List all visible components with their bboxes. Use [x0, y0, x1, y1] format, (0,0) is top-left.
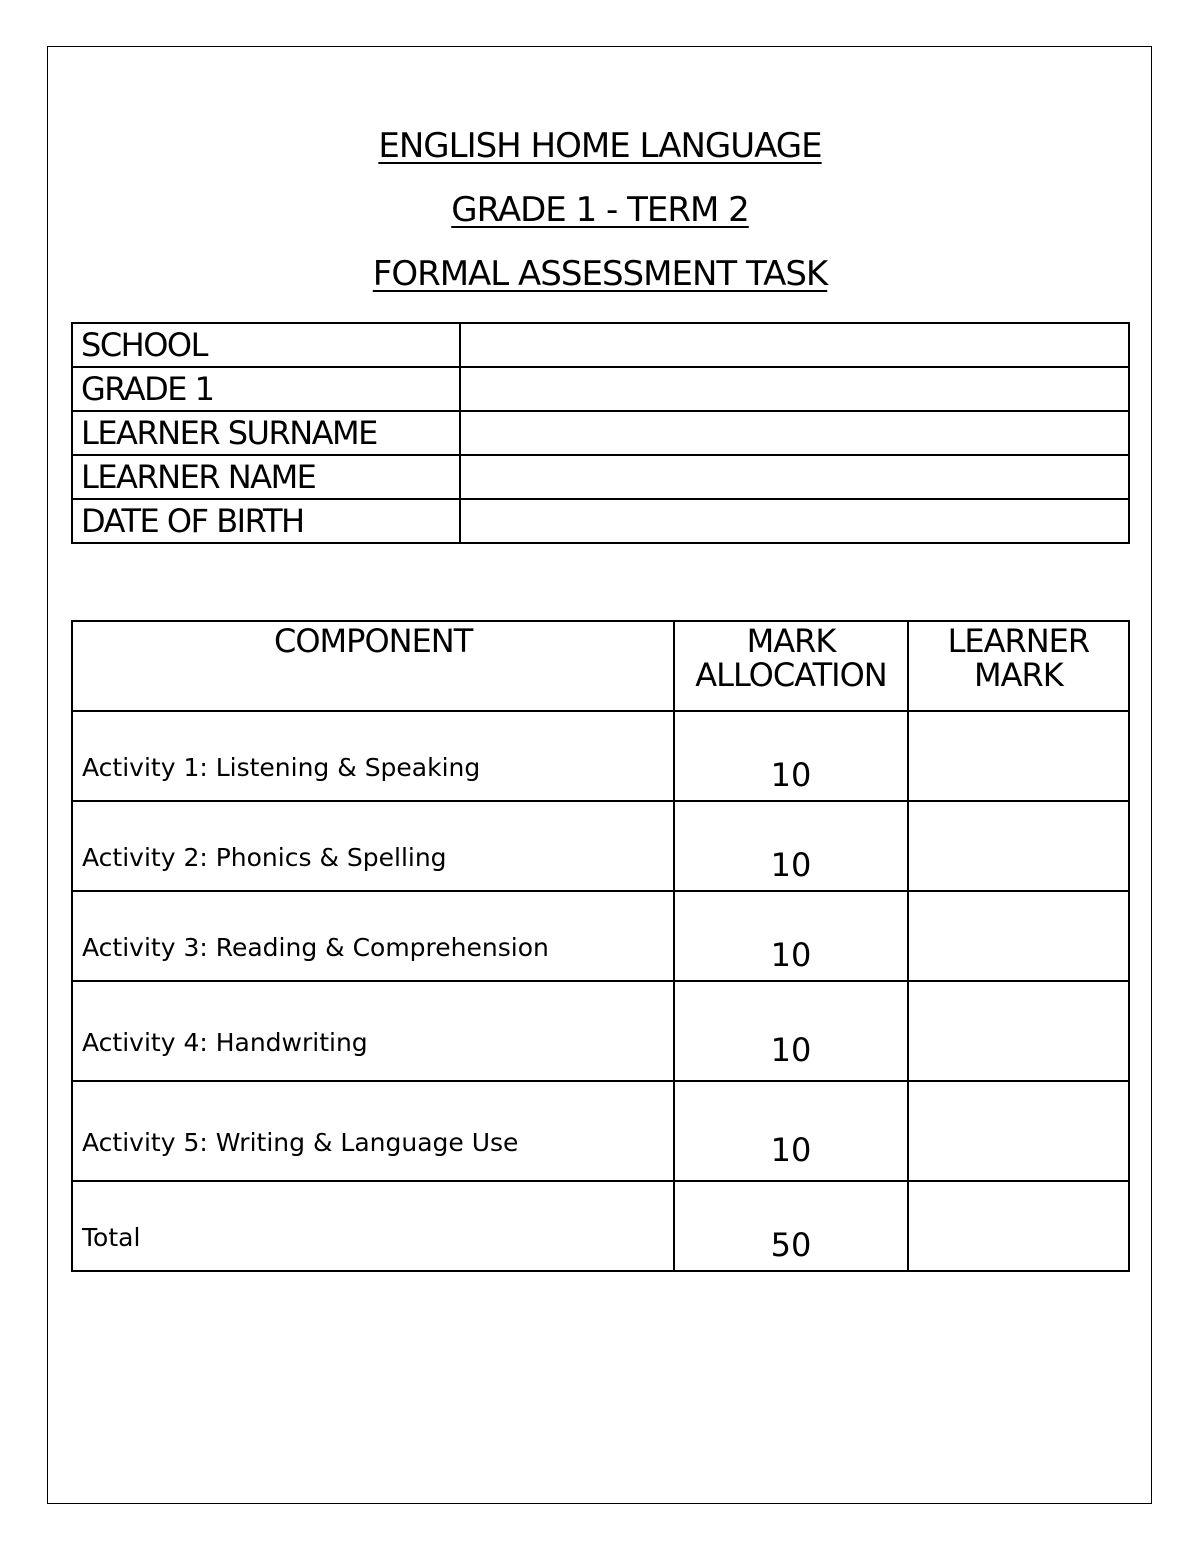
info-row-surname	[72, 411, 1129, 455]
table-row	[72, 891, 1129, 981]
component-cell-total: Total	[72, 1181, 674, 1271]
component-cell: Activity 3: Reading & Comprehension	[72, 891, 674, 981]
info-label-school: SCHOOL	[72, 323, 460, 367]
header-mark-allocation	[674, 621, 907, 711]
header-learner-mark	[908, 621, 1129, 711]
title-task-text: FORMAL ASSESSMENT TASK	[372, 254, 828, 294]
info-row-name	[72, 455, 1129, 499]
header-mark-allocation-text	[675, 622, 906, 692]
info-label-dob: DATE OF BIRTH	[72, 499, 460, 543]
mark-allocation-cell: 10	[674, 891, 907, 981]
learner-mark-cell[interactable]	[908, 801, 1129, 891]
learner-mark-cell[interactable]	[908, 981, 1129, 1081]
header-component	[72, 621, 674, 711]
mark-allocation-cell: 10	[674, 801, 907, 891]
component-cell: Activity 2: Phonics & Spelling	[72, 801, 674, 891]
info-row-school	[72, 323, 1129, 367]
title-grade-term	[0, 190, 1200, 230]
table-row	[72, 711, 1129, 801]
info-value-dob[interactable]	[460, 499, 1129, 543]
marks-table	[71, 620, 1130, 1272]
header-mark-allocation-line1: MARK	[746, 622, 836, 660]
title-task	[0, 254, 1200, 294]
table-row-total	[72, 1181, 1129, 1271]
info-label-name: LEARNER NAME	[72, 455, 460, 499]
learner-mark-cell-total[interactable]	[908, 1181, 1129, 1271]
header-learner-mark-text	[909, 622, 1128, 692]
table-row	[72, 1081, 1129, 1181]
learner-mark-cell[interactable]	[908, 891, 1129, 981]
title-subject-text: ENGLISH HOME LANGUAGE	[378, 126, 822, 166]
component-cell: Activity 5: Writing & Language Use	[72, 1081, 674, 1181]
mark-allocation-cell-total: 50	[674, 1181, 907, 1271]
title-subject	[0, 126, 1200, 166]
header-learner-mark-line1: LEARNER	[947, 622, 1090, 660]
info-label-grade: GRADE 1	[72, 367, 460, 411]
mark-allocation-cell: 10	[674, 711, 907, 801]
info-row-dob	[72, 499, 1129, 543]
info-value-name[interactable]	[460, 455, 1129, 499]
mark-allocation-cell: 10	[674, 981, 907, 1081]
info-label-surname: LEARNER SURNAME	[72, 411, 460, 455]
info-value-surname[interactable]	[460, 411, 1129, 455]
header-learner-mark-line2: MARK	[973, 656, 1063, 694]
learner-info-table	[71, 322, 1130, 544]
table-row	[72, 981, 1129, 1081]
info-value-school[interactable]	[460, 323, 1129, 367]
info-row-grade	[72, 367, 1129, 411]
title-grade-term-text: GRADE 1 - TERM 2	[451, 190, 749, 230]
info-value-grade[interactable]	[460, 367, 1129, 411]
header-mark-allocation-line2: ALLOCATION	[695, 656, 887, 694]
table-row	[72, 801, 1129, 891]
mark-allocation-cell: 10	[674, 1081, 907, 1181]
component-cell: Activity 4: Handwriting	[72, 981, 674, 1081]
header-component-text: COMPONENT	[274, 622, 473, 660]
learner-mark-cell[interactable]	[908, 711, 1129, 801]
component-cell: Activity 1: Listening & Speaking	[72, 711, 674, 801]
learner-mark-cell[interactable]	[908, 1081, 1129, 1181]
marks-header-row	[72, 621, 1129, 711]
